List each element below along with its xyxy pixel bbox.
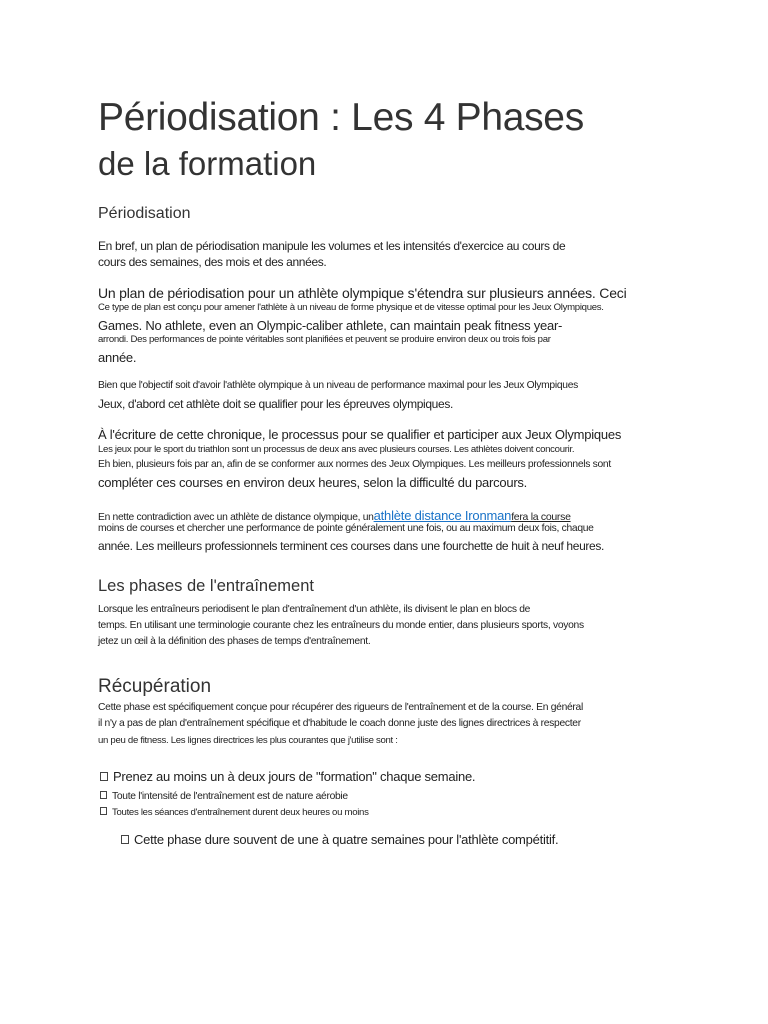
checkbox-bullet-icon — [100, 791, 107, 799]
paragraph-line: À l'écriture de cette chronique, le processus pour se qualifier et participer aux Jeux Olympiques — [98, 427, 622, 442]
paragraph-line: compléter ces courses en environ deux heures, selon la difficulté du parcours. — [98, 475, 528, 490]
list-item-text: Cette phase dure souvent de une à quatre semaines pour l'athlète compétitif. — [134, 832, 559, 847]
paragraph-line: année. Les meilleurs professionnels terminent ces courses dans une fourchette de huit à neuf heures. — [98, 539, 604, 553]
paragraph-line: Ce type de plan est conçu pour amener l'athlète à un niveau de forme physique et de vitesse optimal pour les Jeux Olympiques. — [98, 302, 604, 313]
paragraph-line: moins de courses et chercher une performance de pointe généralement une fois, ou au maximum deux fois, chaque — [98, 523, 594, 534]
paragraph-line: Lorsque les entraîneurs periodisent le plan d'entraînement d'un athlète, ils divisent le plan en blocs de — [98, 604, 531, 615]
paragraph-line: temps. En utilisant une terminologie courante chez les entraîneurs du monde entier, dans plusieurs sports, voyons — [98, 620, 584, 631]
list-item-text: Toutes les séances d'entraînement durent deux heures ou moins — [112, 807, 369, 818]
paragraph-line: Cette phase est spécifiquement conçue pour récupérer des rigueurs de l'entraînement et de la course. En général — [98, 702, 583, 713]
list-item-text: Prenez au moins un à deux jours de "formation" chaque semaine. — [113, 769, 476, 784]
paragraph-line: Un plan de périodisation pour un athlète olympique s'étendra sur plusieurs années. Ceci — [98, 285, 627, 301]
paragraph-line: Les jeux pour le sport du triathlon sont un processus de deux ans avec plusieurs courses. Les athlètes doivent concourir. — [98, 444, 575, 455]
section-heading-phases: Les phases de l'entraînement — [98, 577, 314, 595]
checkbox-bullet-icon — [100, 772, 108, 781]
paragraph-line: Bien que l'objectif soit d'avoir l'athlète olympique à un niveau de performance maximal pour les Jeux Olympiques — [98, 380, 578, 391]
paragraph-line: En bref, un plan de périodisation manipule les volumes et les intensités d'exercice au cours de — [98, 239, 566, 253]
page-title-line2: de la formation — [98, 145, 317, 182]
paragraph-line: jetez un œil à la définition des phases de temps d'entraînement. — [98, 636, 371, 647]
list-item — [100, 768, 475, 786]
ironman-link[interactable]: athlète distance Ironman — [373, 508, 512, 523]
paragraph-line: année. — [98, 350, 137, 365]
checkbox-bullet-icon — [121, 835, 129, 844]
page-title: Périodisation : Les 4 Phases — [98, 96, 584, 139]
paragraph-line: Games. No athlete, even an Olympic-caliber athlete, can maintain peak fitness year- — [98, 318, 563, 333]
paragraph-text: En nette contradiction avec un athlète de distance olympique, un — [98, 512, 374, 523]
paragraph-line: cours des semaines, des mois et des années. — [98, 255, 327, 269]
paragraph-line: arrondi. Des performances de pointe véritables sont planifiées et peuvent se produire environ deux ou trois fois par — [98, 334, 551, 345]
list-item-text: Toute l'intensité de l'entraînement est de nature aérobie — [112, 791, 348, 802]
section-heading-recuperation: Récupération — [98, 676, 212, 697]
paragraph-line: Eh bien, plusieurs fois par an, afin de se conformer aux normes des Jeux Olympiques. Les meilleurs professionnels sont — [98, 459, 611, 470]
paragraph-line: Jeux, d'abord cet athlète doit se qualifier pour les épreuves olympiques. — [98, 397, 453, 411]
paragraph-line: un peu de fitness. Les lignes directrices les plus courantes que j'utilise sont : — [98, 735, 398, 746]
list-item — [100, 802, 369, 820]
paragraph-text: fera la course — [511, 511, 571, 523]
checkbox-bullet-icon — [100, 807, 107, 815]
sub-list-item — [121, 831, 558, 849]
paragraph-line: il n'y a pas de plan d'entraînement spécifique et d'habitude le coach donne juste des lignes directrices à respecter — [98, 718, 581, 729]
section-heading-periodisation: Périodisation — [98, 205, 191, 222]
